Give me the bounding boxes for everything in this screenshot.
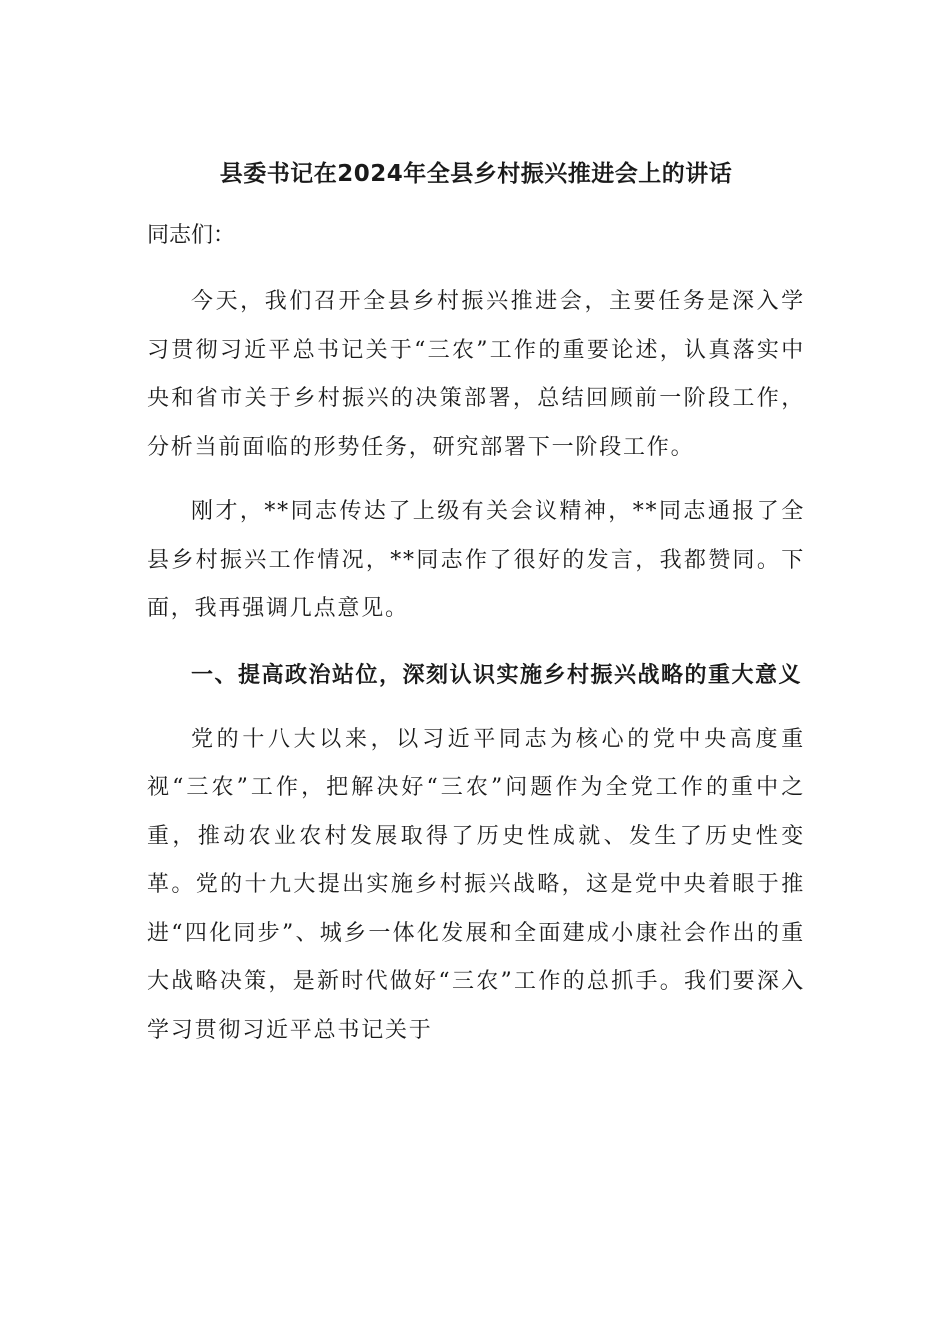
- document-body: [147, 150, 805, 1071]
- salutation: 同志们：: [147, 223, 236, 248]
- speakers-paragraph: 刚才，**同志传达了上级有关会议精神，**同志通报了全县乡村振兴工作情况，**同志作了很好的发言，我都赞同。下面，我再强调几点意见。: [147, 499, 805, 621]
- section-heading: 一、提高政治站位，深刻认识实施乡村振兴战略的重大意义: [191, 662, 803, 688]
- intro-paragraph: 今天，我们召开全县乡村振兴推进会，主要任务是深入学习贯彻习近平总书记关于“三农”工作的重要论述，认真落实中央和省市关于乡村振兴的决策部署，总结回顾前一阶段工作，分析当前面临的形势任务，研究部署下一阶段工作。: [147, 289, 805, 460]
- section-paragraph: 党的十八大以来，以习近平同志为核心的党中央高度重视“三农”工作，把解决好“三农”问题作为全党工作的重中之重，推动农业农村发展取得了历史性成就、发生了历史性变革。党的十九大提出实施乡村振兴战略，这是党中央着眼于推进“四化同步”、城乡一体化发展和全面建成小康社会作出的重大战略决策，是新时代做好“三农”工作的总抓手。我们要深入学习贯彻习近平总书记关于: [147, 726, 805, 1043]
- document-title: 县委书记在2024年全县乡村振兴推进会上的讲话: [219, 161, 733, 187]
